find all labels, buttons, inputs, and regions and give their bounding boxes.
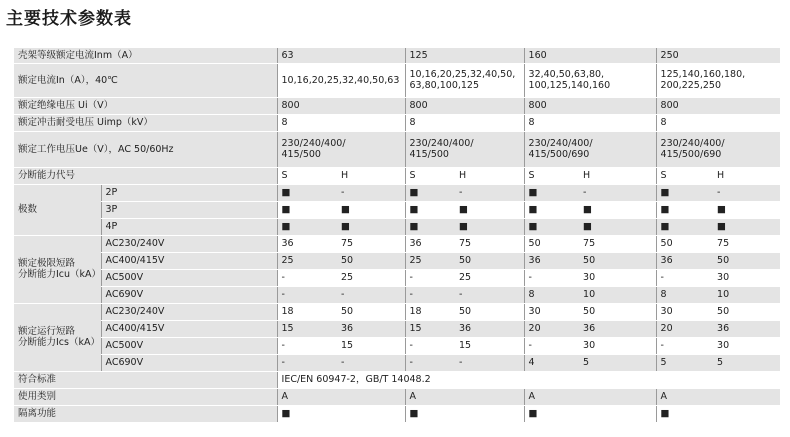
cell: 800: [405, 97, 524, 114]
row-icu-400: [14, 252, 780, 269]
cell: 5: [579, 354, 656, 371]
row-breaking-code: [14, 167, 780, 184]
cell: 8: [524, 114, 656, 131]
ics-label: [14, 303, 101, 371]
sub-label: AC400/415V: [101, 252, 277, 269]
cell: -: [656, 337, 713, 354]
row-category: [14, 388, 780, 405]
row-label: 额定绝缘电压 Ui（V）: [14, 97, 277, 114]
row-standard: [14, 371, 780, 388]
cell: ■: [455, 201, 524, 218]
row-op-voltage: [14, 131, 780, 167]
cell: 25: [277, 252, 337, 269]
cell: 15: [337, 337, 405, 354]
row-ics-500: [14, 337, 780, 354]
cell: 8: [277, 114, 405, 131]
cell: -: [524, 337, 579, 354]
cell: 160: [524, 48, 656, 63]
cell: 50: [656, 235, 713, 252]
row-frame: [14, 48, 780, 63]
sub-label: AC400/415V: [101, 320, 277, 337]
cell: 30: [579, 337, 656, 354]
cell: ■: [405, 184, 455, 201]
row-icu-500: [14, 269, 780, 286]
row-poles-2p: [14, 184, 780, 201]
sub-label: AC690V: [101, 286, 277, 303]
spec-table: [14, 48, 780, 423]
cell: ■: [337, 218, 405, 235]
ics-label-line2: 分断能力Ics（kA）: [18, 337, 100, 348]
row-icu-230: [14, 235, 780, 252]
icu-label-line1: 额定极限短路: [18, 258, 76, 269]
row-ics-230: [14, 303, 780, 320]
cell: A: [656, 388, 780, 405]
cell: 25: [405, 252, 455, 269]
cell: IEC/EN 60947-2，GB/T 14048.2: [277, 371, 780, 388]
sub-label: 2P: [101, 184, 277, 201]
cell: 800: [524, 97, 656, 114]
sub-label: AC500V: [101, 337, 277, 354]
cell: 30: [713, 269, 780, 286]
cell: ■: [656, 405, 780, 422]
cell: ■: [524, 184, 579, 201]
cell: 250: [656, 48, 780, 63]
cell: 50: [713, 252, 780, 269]
cell: 50: [337, 303, 405, 320]
row-label: 壳架等级额定电流Inm（A）: [14, 48, 277, 63]
cell: 10,16,20,25,32,40,50,63: [277, 63, 405, 97]
cell: 36: [524, 252, 579, 269]
row-poles-3p: [14, 201, 780, 218]
cell: ■: [524, 405, 656, 422]
cell: ■: [713, 218, 780, 235]
icu-label: [14, 235, 101, 303]
cell: -: [405, 337, 455, 354]
cell: 36: [455, 320, 524, 337]
cell: -: [277, 286, 337, 303]
cell: 50: [579, 252, 656, 269]
row-label: 隔离功能: [14, 405, 277, 422]
cell: 20: [656, 320, 713, 337]
cell: 36: [713, 320, 780, 337]
poles-label: 极数: [14, 184, 101, 235]
cell: H: [337, 167, 405, 184]
cell: 15: [455, 337, 524, 354]
cell: 30: [656, 303, 713, 320]
cell: 230/240/400/ 415/500: [405, 131, 524, 167]
row-label: 使用类别: [14, 388, 277, 405]
cell: 30: [713, 337, 780, 354]
cell: 36: [277, 235, 337, 252]
cell: S: [277, 167, 337, 184]
cell: -: [524, 269, 579, 286]
cell: -: [656, 269, 713, 286]
cell: 75: [455, 235, 524, 252]
cell: -: [455, 184, 524, 201]
cell: ■: [277, 201, 337, 218]
cell: 32,40,50,63,80, 100,125,140,160: [524, 63, 656, 97]
cell: 50: [713, 303, 780, 320]
row-label: 额定电流In（A），40℃: [14, 63, 277, 97]
sub-label: 3P: [101, 201, 277, 218]
cell: -: [277, 354, 337, 371]
sub-label: AC230/240V: [101, 235, 277, 252]
cell: 50: [455, 303, 524, 320]
row-ics-690: [14, 354, 780, 371]
cell: 50: [579, 303, 656, 320]
cell: 75: [337, 235, 405, 252]
cell: 4: [524, 354, 579, 371]
cell: 20: [524, 320, 579, 337]
cell: -: [337, 184, 405, 201]
cell: 50: [524, 235, 579, 252]
cell: S: [524, 167, 579, 184]
cell: H: [455, 167, 524, 184]
cell: 36: [656, 252, 713, 269]
cell: A: [524, 388, 656, 405]
cell: 15: [405, 320, 455, 337]
cell: ■: [405, 218, 455, 235]
cell: -: [713, 184, 780, 201]
cell: 18: [277, 303, 337, 320]
row-label: 额定工作电压Ue（V），AC 50/60Hz: [14, 131, 277, 167]
cell: 63: [277, 48, 405, 63]
cell: -: [455, 354, 524, 371]
cell: 30: [524, 303, 579, 320]
cell: -: [405, 269, 455, 286]
ics-label-line1: 额定运行短路: [18, 326, 76, 337]
cell: ■: [524, 218, 579, 235]
cell: 25: [337, 269, 405, 286]
cell: 10: [579, 286, 656, 303]
cell: ■: [405, 405, 524, 422]
cell: 8: [524, 286, 579, 303]
cell: ■: [713, 201, 780, 218]
sub-label: 4P: [101, 218, 277, 235]
cell: ■: [277, 405, 405, 422]
cell: S: [656, 167, 713, 184]
cell: ■: [579, 201, 656, 218]
cell: 8: [405, 114, 524, 131]
row-insulation: [14, 97, 780, 114]
cell: ■: [277, 218, 337, 235]
cell: 125: [405, 48, 524, 63]
cell: S: [405, 167, 455, 184]
page-title: 主要技术参数表: [6, 9, 132, 29]
cell: 8: [656, 114, 780, 131]
cell: 30: [579, 269, 656, 286]
cell: -: [405, 286, 455, 303]
cell: A: [277, 388, 405, 405]
cell: ■: [656, 184, 713, 201]
row-label: 分断能力代号: [14, 167, 277, 184]
cell: ■: [656, 218, 713, 235]
cell: 75: [579, 235, 656, 252]
row-isolation: [14, 405, 780, 422]
icu-label-line2: 分断能力Icu（kA）: [18, 269, 101, 280]
cell: 800: [277, 97, 405, 114]
cell: 36: [579, 320, 656, 337]
cell: ■: [337, 201, 405, 218]
cell: -: [455, 286, 524, 303]
cell: 125,140,160,180, 200,225,250: [656, 63, 780, 97]
cell: ■: [405, 201, 455, 218]
cell: ■: [455, 218, 524, 235]
row-icu-690: [14, 286, 780, 303]
cell: 50: [455, 252, 524, 269]
cell: 5: [656, 354, 713, 371]
cell: H: [713, 167, 780, 184]
cell: ■: [524, 201, 579, 218]
cell: -: [405, 354, 455, 371]
cell: 230/240/400/ 415/500: [277, 131, 405, 167]
cell: 230/240/400/ 415/500/690: [524, 131, 656, 167]
cell: A: [405, 388, 524, 405]
cell: 800: [656, 97, 780, 114]
row-rated-current: [14, 63, 780, 97]
cell: 10,16,20,25,32,40,50, 63,80,100,125: [405, 63, 524, 97]
row-label: 符合标准: [14, 371, 277, 388]
cell: 36: [405, 235, 455, 252]
cell: 5: [713, 354, 780, 371]
cell: ■: [656, 201, 713, 218]
cell: 25: [455, 269, 524, 286]
cell: H: [579, 167, 656, 184]
row-impulse: [14, 114, 780, 131]
sub-label: AC230/240V: [101, 303, 277, 320]
row-ics-400: [14, 320, 780, 337]
cell: -: [337, 354, 405, 371]
cell: 15: [277, 320, 337, 337]
cell: 50: [337, 252, 405, 269]
cell: ■: [277, 184, 337, 201]
cell: 75: [713, 235, 780, 252]
sub-label: AC690V: [101, 354, 277, 371]
row-label: 额定冲击耐受电压 Uimp（kV）: [14, 114, 277, 131]
cell: 10: [713, 286, 780, 303]
cell: ■: [579, 218, 656, 235]
row-poles-4p: [14, 218, 780, 235]
cell: -: [579, 184, 656, 201]
cell: 18: [405, 303, 455, 320]
cell: -: [337, 286, 405, 303]
cell: 8: [656, 286, 713, 303]
cell: 36: [337, 320, 405, 337]
cell: 230/240/400/ 415/500/690: [656, 131, 780, 167]
cell: -: [277, 337, 337, 354]
sub-label: AC500V: [101, 269, 277, 286]
cell: -: [277, 269, 337, 286]
